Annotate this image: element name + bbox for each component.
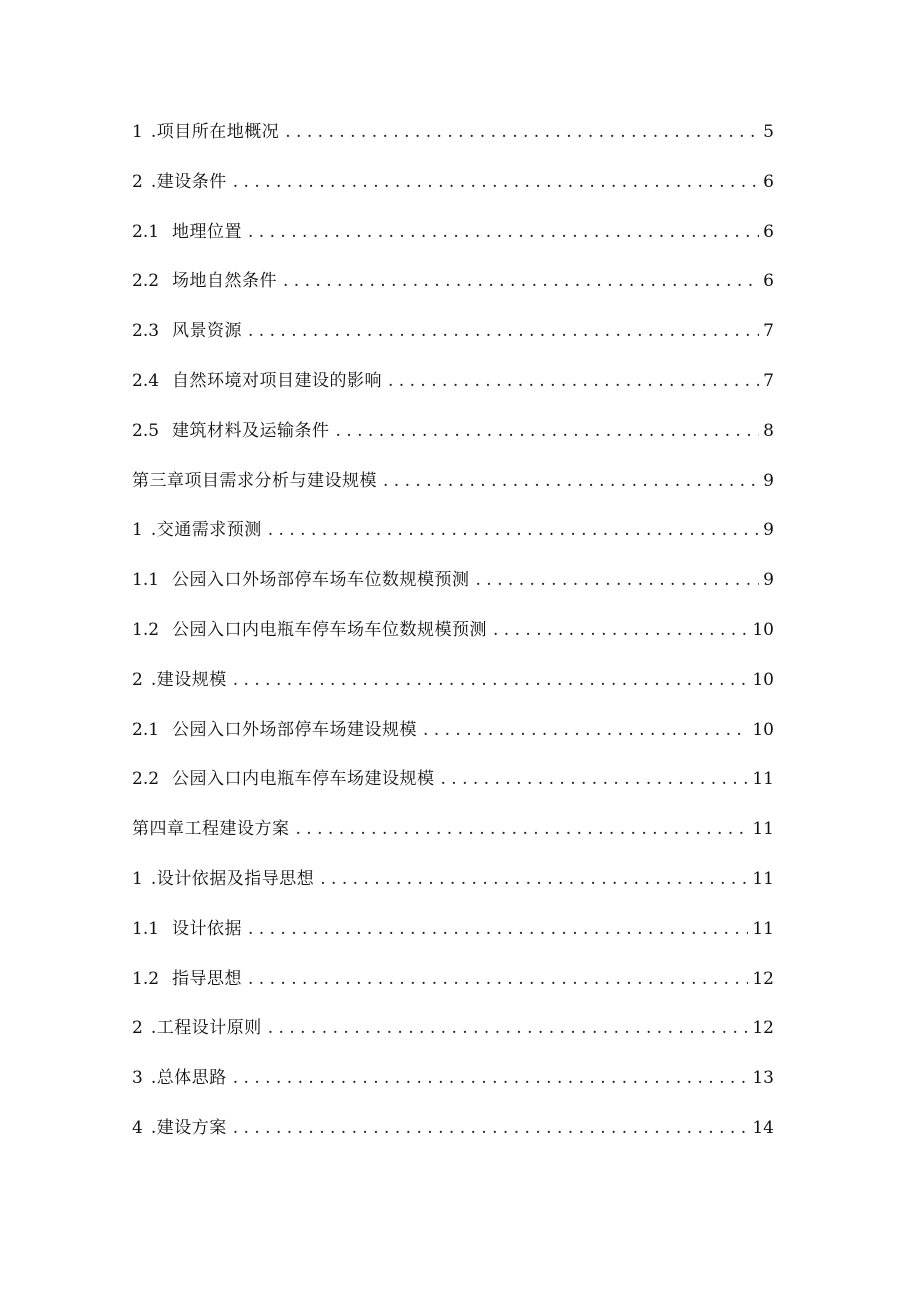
toc-entry[interactable] [132,170,774,220]
dot-leader [248,319,759,343]
toc-entry-number: 2.1 [132,719,160,740]
toc-entry-page: 14 [752,1117,774,1138]
toc-entry-title: .工程设计原则 [150,1018,262,1039]
toc-entry-title: 第四章工程建设方案 [132,819,290,840]
toc-entry-title: 地理位置 [172,221,242,242]
toc-entry-title: 场地自然条件 [172,271,277,292]
toc-entry[interactable] [132,1016,774,1066]
toc-entry-number: 2 [132,669,143,690]
toc-entry-page: 11 [752,769,774,790]
toc-entry[interactable] [132,967,774,1017]
dot-leader [296,817,749,841]
toc-entry-page: 7 [763,370,774,391]
toc-entry[interactable] [132,767,774,817]
toc-entry-page: 9 [763,570,774,591]
toc-entry[interactable] [132,518,774,568]
dot-leader [283,269,759,293]
toc-entry[interactable] [132,269,774,319]
toc-entry-number: 3 [132,1068,143,1089]
toc-entry-title: 公园入口外场部停车场车位数规模预测 [172,570,470,591]
toc-entry-number: 1.1 [132,570,160,591]
toc-entry-title: 公园入口内电瓶车停车场建设规模 [172,769,435,790]
toc-entry-title: .项目所在地概况 [150,122,280,142]
toc-entry[interactable] [132,867,774,917]
toc-entry-page: 12 [752,1018,774,1039]
toc-entry-number: 1.2 [132,968,160,989]
toc-entry[interactable] [132,220,774,270]
dot-leader [441,767,749,791]
toc-entry-title: 公园入口内电瓶车停车场车位数规模预测 [172,619,487,640]
dot-leader [320,867,748,891]
toc-entry-title: 自然环境对项目建设的影响 [172,370,382,391]
toc-entry[interactable] [132,369,774,419]
toc-entry-page: 5 [763,122,774,142]
toc-entry[interactable] [132,1116,774,1166]
dot-leader [268,518,759,542]
toc-entry-title: 建筑材料及运输条件 [172,420,330,441]
toc-entry-number: 1.1 [132,918,160,939]
toc-entry-page: 9 [763,470,774,491]
toc-entry-number: 1.2 [132,619,160,640]
dot-leader [388,369,759,393]
toc-entry-number: 2.1 [132,221,160,242]
table-of-contents [132,120,774,1166]
toc-entry-page: 11 [752,918,774,939]
dot-leader [268,1016,749,1040]
toc-entry-page: 8 [763,420,774,441]
dot-leader [476,568,760,592]
toc-entry-page: 11 [752,819,774,840]
toc-entry-page: 10 [752,719,774,740]
toc-entry-page: 6 [763,171,774,192]
dot-leader [233,170,759,194]
toc-entry[interactable] [132,319,774,369]
toc-entry-number: 1 [132,868,143,889]
dot-leader [383,469,759,493]
toc-entry-number: 2.2 [132,769,160,790]
dot-leader [248,967,748,991]
toc-entry-title: 指导思想 [172,968,242,989]
toc-entry-number: 2.4 [132,370,160,391]
toc-entry-page: 11 [752,868,774,889]
toc-entry-page: 10 [752,619,774,640]
toc-entry-number: 4 [132,1117,143,1138]
toc-entry-page: 6 [763,221,774,242]
toc-entry-number: 1 [132,122,143,142]
toc-entry-title: .建设规模 [150,669,227,690]
toc-entry-number: 2.5 [132,420,160,441]
dot-leader [248,220,759,244]
toc-entry-page: 13 [752,1068,774,1089]
toc-entry-number: 2 [132,171,143,192]
toc-entry-chapter[interactable] [132,817,774,867]
toc-entry[interactable] [132,120,774,170]
toc-entry-title: 第三章项目需求分析与建设规模 [132,470,377,491]
dot-leader [233,1066,749,1090]
dot-leader [493,618,748,642]
toc-entry[interactable] [132,618,774,668]
toc-entry-page: 9 [763,520,774,541]
toc-entry-page: 6 [763,271,774,292]
dot-leader [233,668,749,692]
toc-entry-title: 公园入口外场部停车场建设规模 [172,719,417,740]
toc-entry-title: .设计依据及指导思想 [150,868,315,889]
dot-leader [285,120,759,144]
toc-entry[interactable] [132,419,774,469]
toc-entry-page: 7 [763,321,774,342]
toc-entry[interactable] [132,568,774,618]
toc-entry-number: 1 [132,520,143,541]
toc-entry-chapter[interactable] [132,469,774,519]
dot-leader [336,419,760,443]
toc-entry-page: 10 [752,669,774,690]
dot-leader [233,1116,749,1140]
toc-entry[interactable] [132,917,774,967]
dot-leader [248,917,748,941]
toc-entry[interactable] [132,1066,774,1116]
toc-entry[interactable] [132,718,774,768]
toc-entry-title: 设计依据 [172,918,242,939]
toc-entry-title: 风景资源 [172,321,242,342]
dot-leader [423,718,748,742]
toc-entry-title: .交通需求预测 [150,520,262,541]
toc-entry-title: .总体思路 [150,1068,227,1089]
toc-entry-number: 2 [132,1018,143,1039]
toc-entry[interactable] [132,668,774,718]
toc-entry-page: 12 [752,968,774,989]
toc-entry-number: 2.3 [132,321,160,342]
toc-entry-number: 2.2 [132,271,160,292]
toc-entry-title: .建设条件 [150,171,227,192]
toc-entry-title: .建设方案 [150,1117,227,1138]
